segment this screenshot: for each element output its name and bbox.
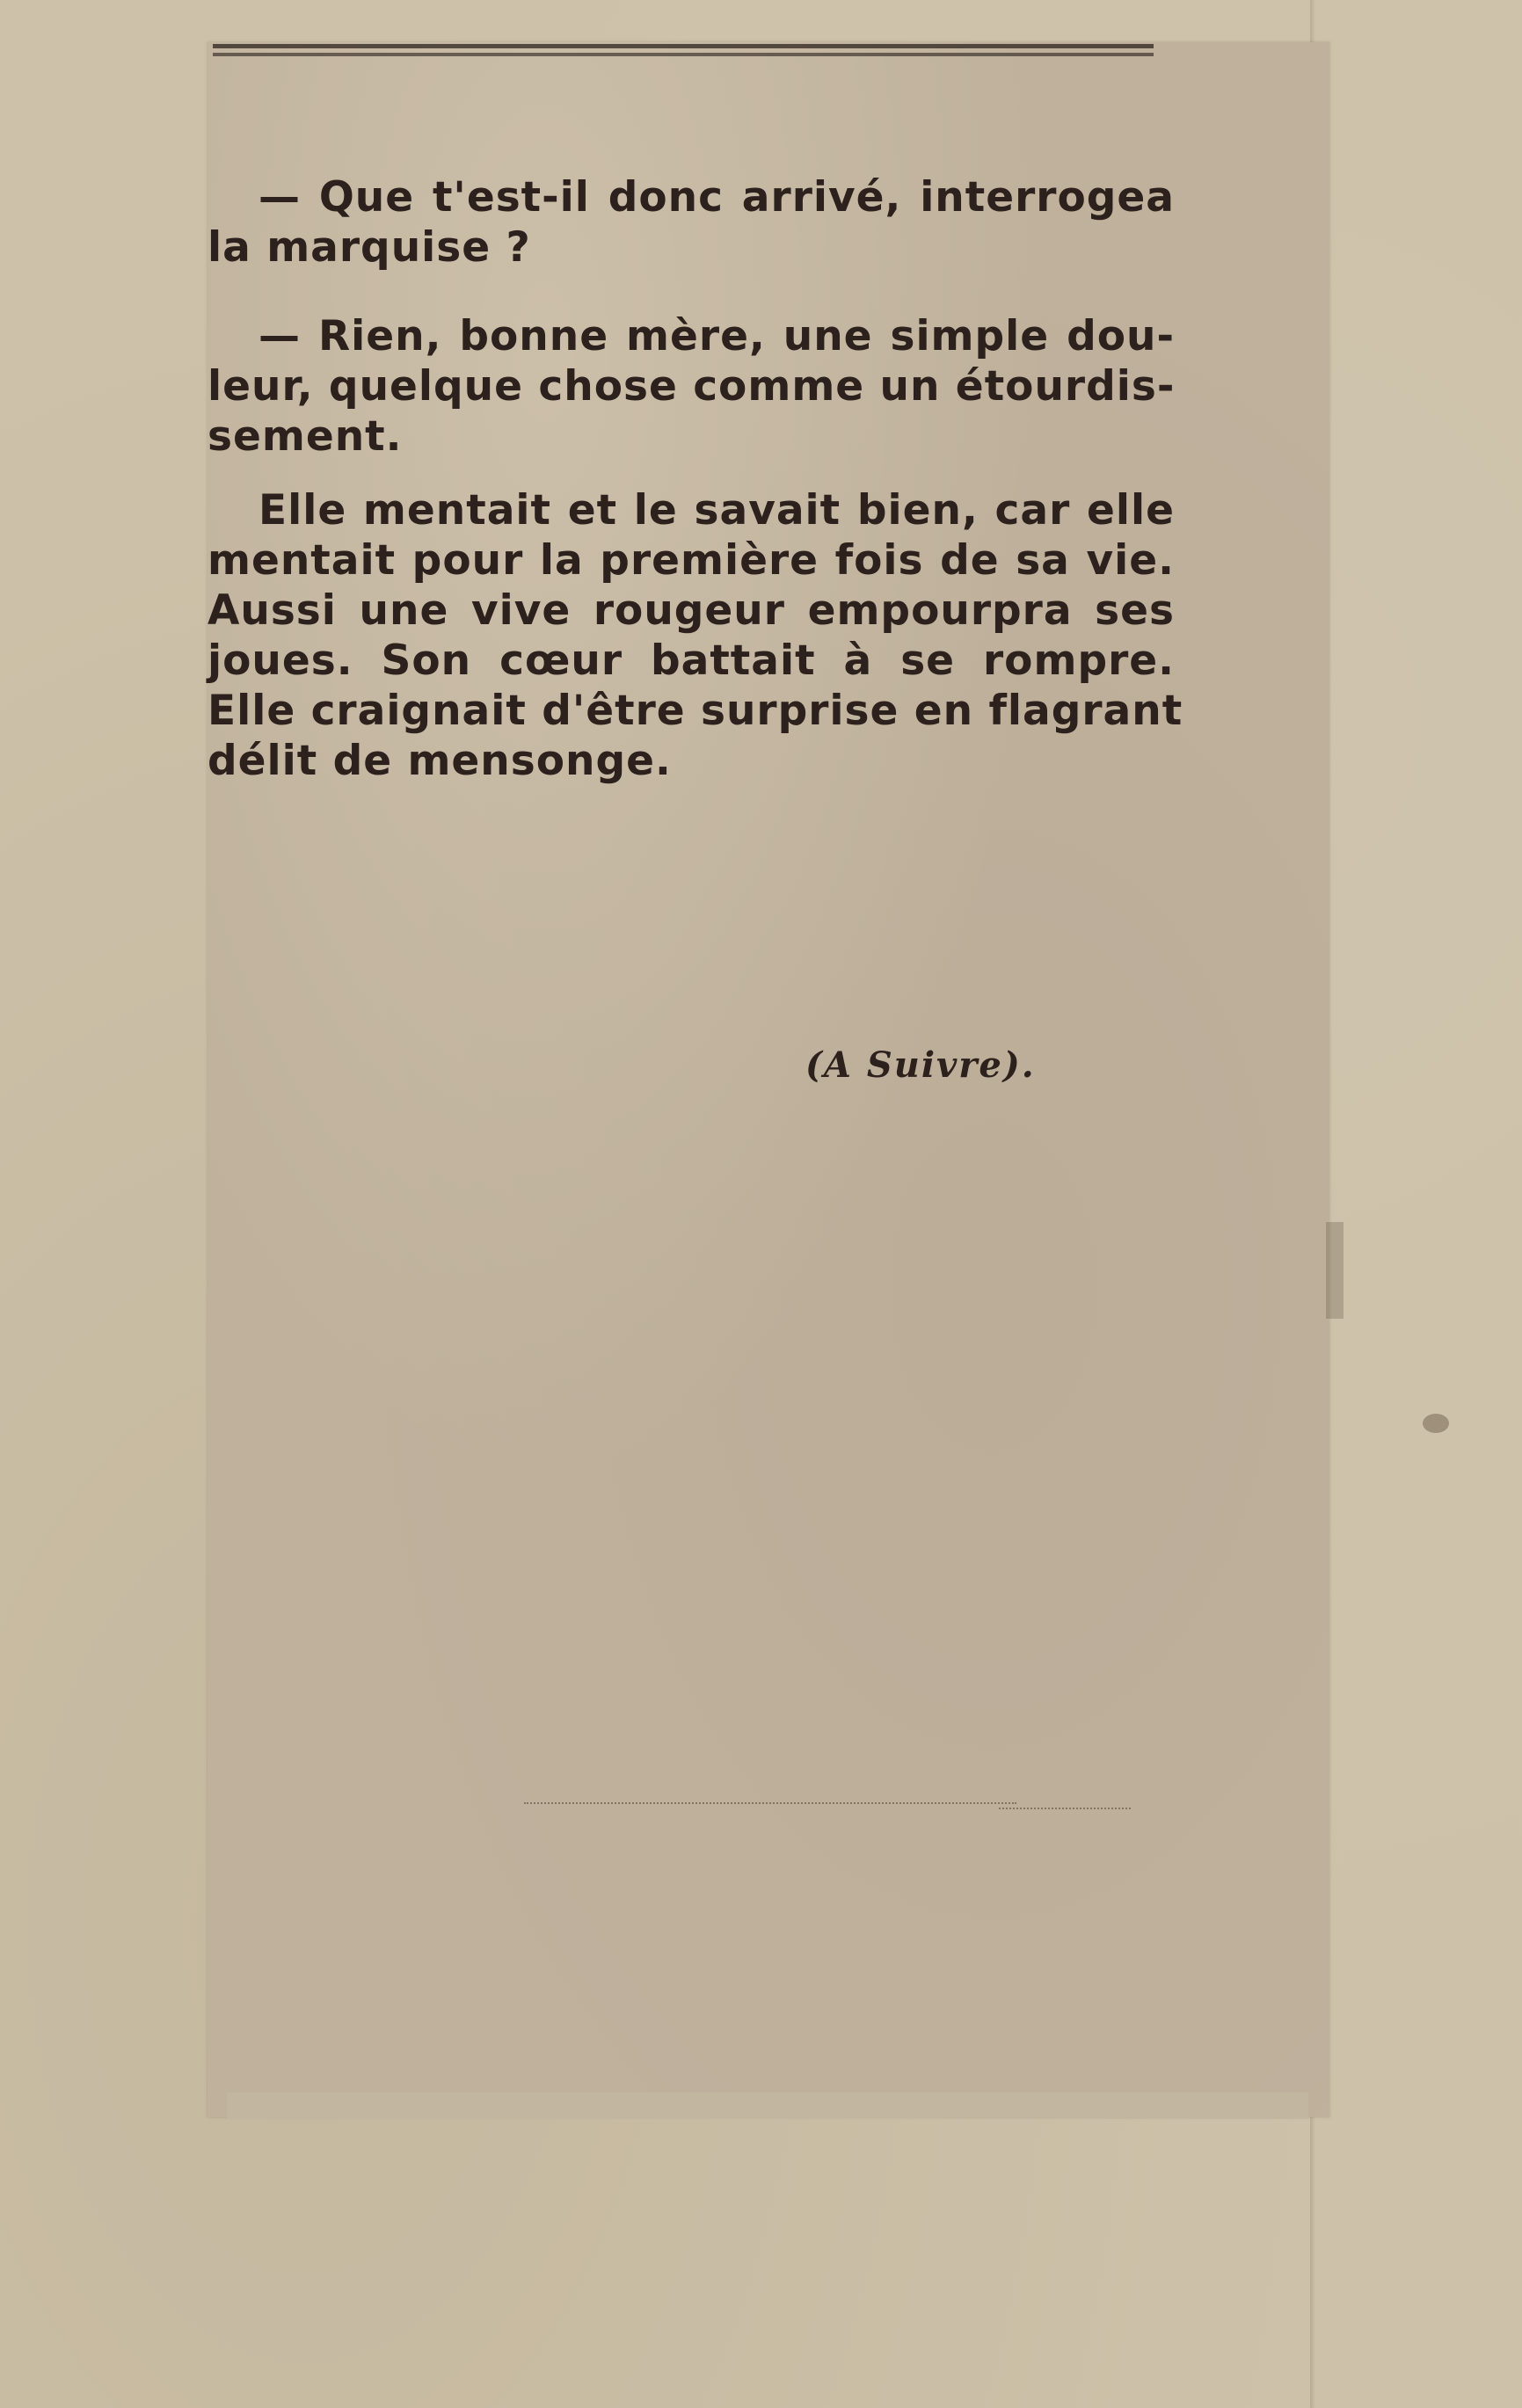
text-line: joues. Son cœur battait à se rompre. xyxy=(208,637,1175,685)
paragraph-1 xyxy=(208,172,1175,273)
text-line: la marquise ? xyxy=(208,223,531,272)
text-line: délit de mensonge. xyxy=(208,737,672,785)
clipping-bottom-edge xyxy=(227,2092,1308,2119)
paragraph-3 xyxy=(208,485,1183,786)
paragraph-2 xyxy=(208,311,1175,462)
bleed-through-marks xyxy=(999,1808,1131,1822)
text-line: sement. xyxy=(208,412,403,461)
text-line: — Rien, bonne mère, une simple dou- xyxy=(259,312,1175,360)
text-line: leur, quelque chose comme un étourdis- xyxy=(208,362,1176,411)
text-line: Aussi une vive rougeur empourpra ses xyxy=(208,586,1175,635)
header-rule xyxy=(213,44,1154,60)
text-line: Elle craignait d'être surprise en flagrant xyxy=(208,687,1183,735)
newspaper-clipping xyxy=(208,42,1329,2117)
paper-stain xyxy=(1423,1414,1449,1433)
to-be-continued: (A Suivre). xyxy=(805,1044,1036,1086)
text-line: — Que t'est-il donc arrivé, interrogea xyxy=(259,173,1175,222)
paper-stain xyxy=(1326,1222,1344,1319)
bleed-through-marks xyxy=(524,1802,1016,1818)
text-line: Elle mentait et le savait bien, car elle xyxy=(259,486,1175,535)
text-line: mentait pour la première fois de sa vie. xyxy=(208,536,1175,585)
